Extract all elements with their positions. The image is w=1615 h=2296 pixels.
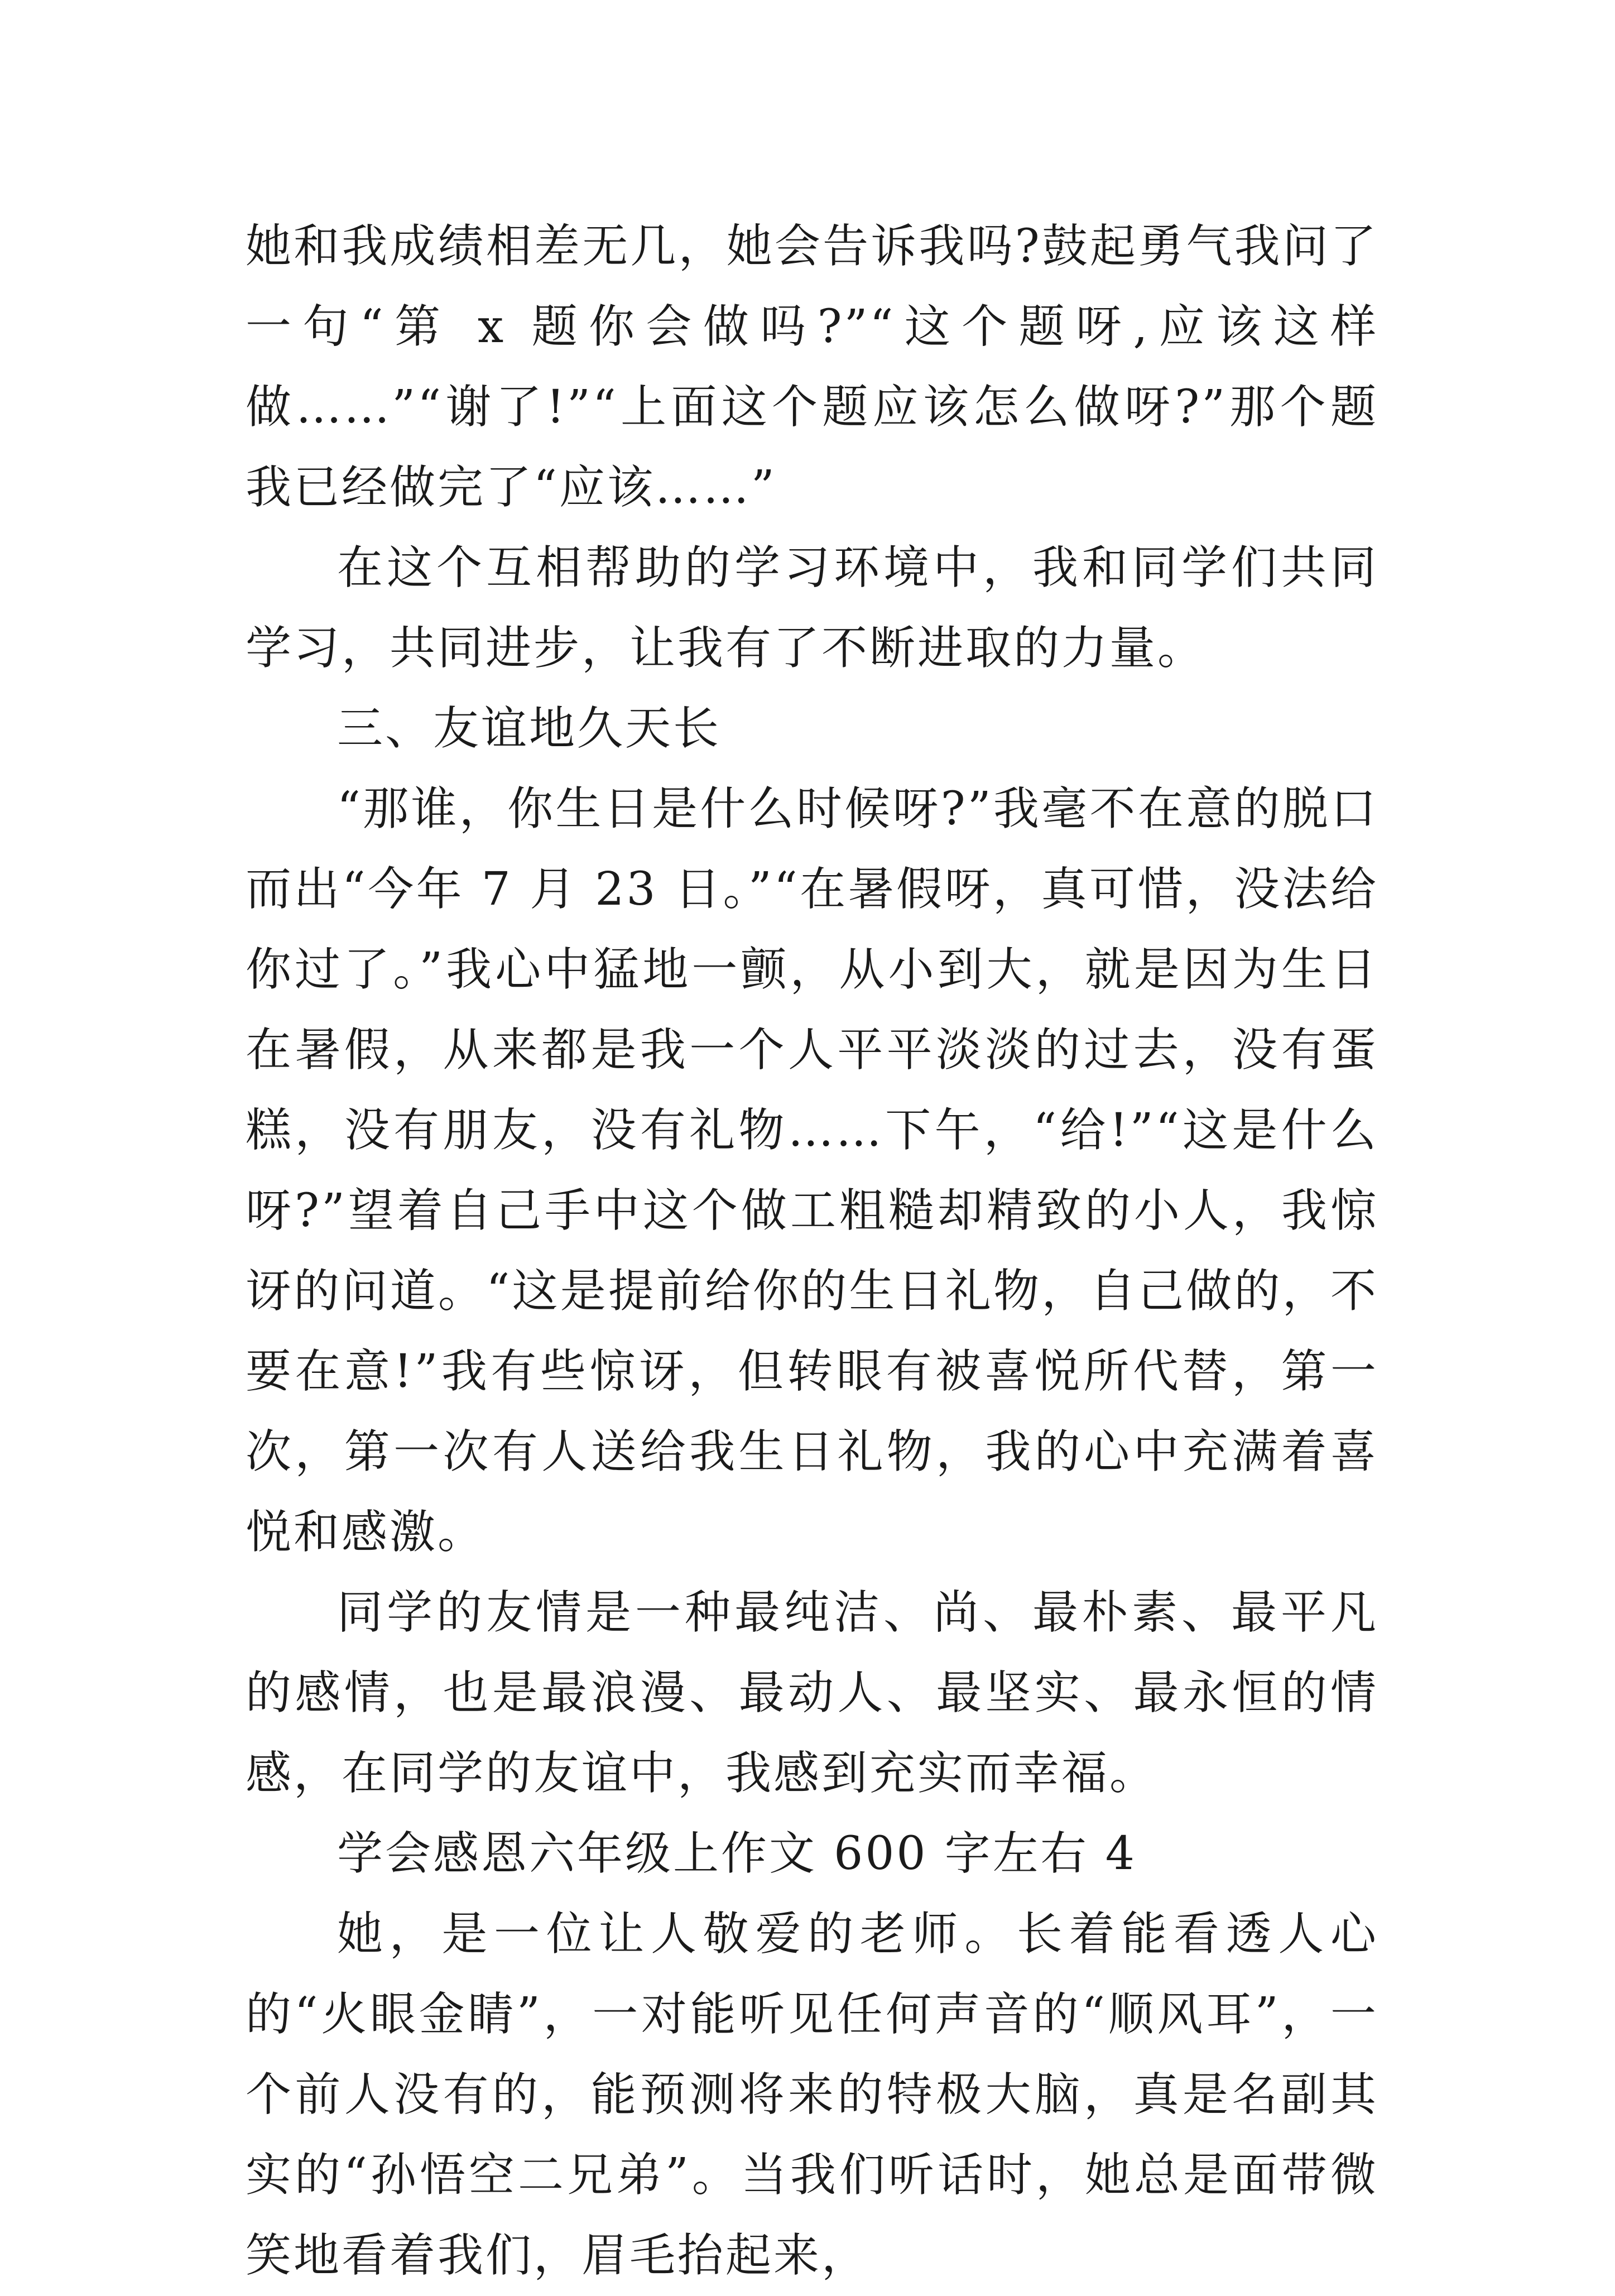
paragraph-1: 她和我成绩相差无几，她会告诉我吗?鼓起勇气我问了一句“第 x 题你会做吗?”“这个题呀,应该这样做……”“谢了!”“上面这个题应该怎么做呀?”那个题我已经做完了“应该……” bbox=[246, 220, 1378, 514]
section-heading-3: 三、友谊地久天长 bbox=[337, 702, 722, 755]
paragraph-5: 同学的友情是一种最纯洁、尚、最朴素、最平凡的感情，也是最浪漫、最动人、最坚实、最永恒的情感，在同学的友谊中，我感到充实而幸福。 bbox=[246, 1586, 1378, 1800]
paragraph-4: “那谁，你生日是什么时候呀?”我毫不在意的脱口而出“今年 7 月 23 日。”“在暑假呀，真可惜，没法给你过了。”我心中猛地一颤，从小到大，就是因为生日在暑假，从来都是我一个人平平淡淡的过去，没有蛋糕，没有朋友，没有礼物……下午，“给!”“这是什么呀?”望着自己手中这个做工粗糙却精致的小人，我惊讶的问道。“这是提前给你的生日礼物，自己做的，不要在意!”我有些惊讶，但转眼有被喜悦所代替，第一次，第一次有人送给我生日礼物，我的心中充满着喜悦和感激。 bbox=[246, 782, 1378, 1559]
essay-title-4: 学会感恩六年级上作文 600 字左右 4 bbox=[337, 1827, 1137, 1880]
paragraph-7: 她，是一位让人敬爱的老师。长着能看透人心的“火眼金睛”，一对能听见任何声音的“顺风耳”，一个前人没有的，能预测将来的特极大脑，真是名副其实的“孙悟空二兄弟”。当我们听话时，她总是面带微笑地看着我们，眉毛抬起来， bbox=[246, 1908, 1378, 2282]
paragraph-2: 在这个互相帮助的学习环境中，我和同学们共同学习，共同进步，让我有了不断进取的力量。 bbox=[246, 541, 1378, 675]
document-body bbox=[246, 206, 1378, 2296]
